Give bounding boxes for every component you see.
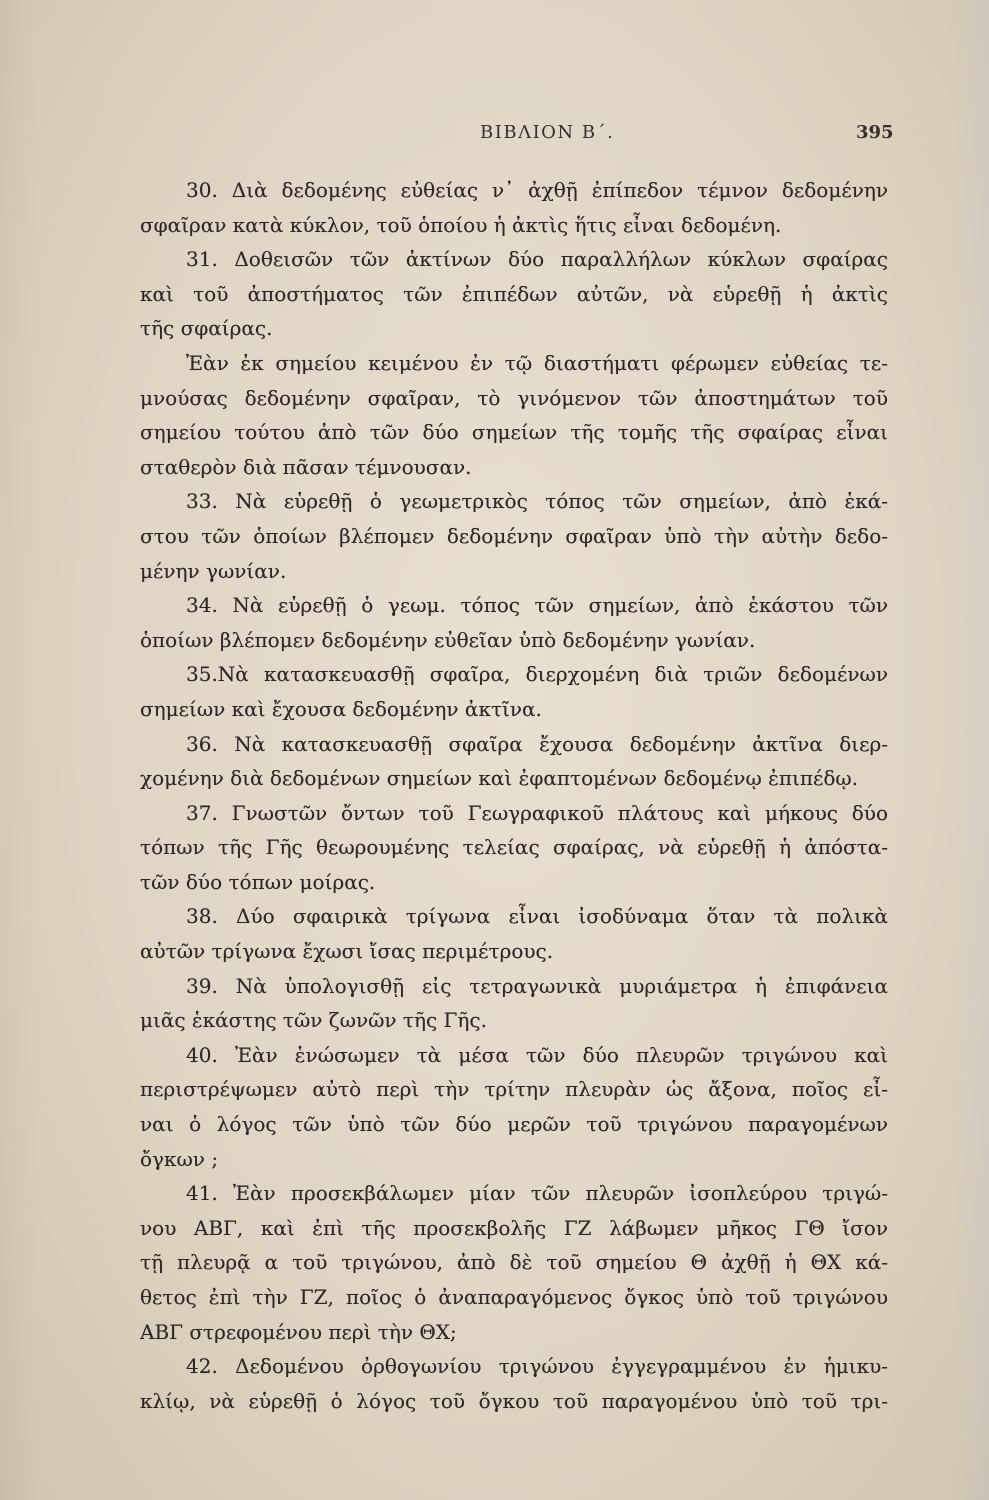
text-line: τόπων τῆς Γῆς θεωρουμένης τελείας σφαίρας, νὰ εὑρεθῇ ἡ ἀπόστα-: [140, 835, 888, 860]
exercise-31: [140, 242, 888, 346]
text-line: τῶν δύο τόπων μοίρας.: [140, 869, 376, 894]
text-line: 39. Νὰ ὑπολογισθῇ εἰς τετραγωνικὰ μυριάμετρα ἡ ἐπιφάνεια: [186, 973, 888, 998]
text-line: καὶ τοῦ ἀποστήματος τῶν ἐπιπέδων αὐτῶν, νὰ εὑρεθῇ ἡ ἀκτὶς: [140, 281, 888, 306]
exercise-34: [140, 588, 888, 657]
exercise-30: [140, 173, 888, 242]
text-line: 40. Ἐὰν ἑνώσωμεν τὰ μέσα τῶν δύο πλευρῶν τριγώνου καὶ: [186, 1042, 888, 1067]
text-line: θετος ἐπὶ τὴν ΓΖ, ποῖος ὁ ἀναπαραγόμενος ὄγκος ὑπὸ τοῦ τριγώνου: [140, 1285, 888, 1309]
exercise-32: [140, 346, 888, 484]
text-line: 38. Δύο σφαιρικὰ τρίγωνα εἶναι ἰσοδύναμα ὅταν τὰ πολικὰ: [186, 904, 888, 929]
text-line: σημείων καὶ ἔχουσα δεδομένην ἀκτῖνα.: [140, 696, 542, 721]
page-number: 395: [856, 122, 894, 143]
exercise-33: [140, 484, 888, 588]
text-line: 36. Νὰ κατασκευασθῇ σφαῖρα ἔχουσα δεδομένην ἀκτῖνα διερ-: [186, 731, 888, 756]
text-line: χομένην διὰ δεδομένων σημείων καὶ ἐφαπτομένων δεδομένῳ ἐπιπέδῳ.: [140, 766, 859, 791]
text-line: ὄγκων ;: [140, 1146, 219, 1171]
text-line: μιᾶς ἑκάστης τῶν ζωνῶν τῆς Γῆς.: [140, 1008, 487, 1033]
text-line: 30. Διὰ δεδομένης εὐθείας ν᾽ ἀχθῇ ἐπίπεδον τέμνον δεδομένην: [186, 178, 888, 202]
text-line: 34. Νὰ εὑρεθῇ ὁ γεωμ. τόπος τῶν σημείων, ἀπὸ ἑκάστου τῶν: [186, 593, 888, 618]
text-line: Ἐὰν ἐκ σημείου κειμένου ἐν τῷ διαστήματι φέρωμεν εὐθείας τε-: [186, 350, 888, 375]
text-line: μένην γωνίαν.: [140, 558, 287, 583]
text-line: μνούσας δεδομένην σφαῖραν, τὸ γινόμενον τῶν ἀποστημάτων τοῦ: [140, 385, 888, 410]
text-line: τῆς σφαίρας.: [140, 316, 273, 341]
exercise-35: [140, 657, 888, 726]
text-line: στου τῶν ὁποίων βλέπομεν δεδομένην σφαῖραν ὑπὸ τὴν αὐτὴν δεδο-: [140, 523, 888, 548]
text-line: σταθερὸν διὰ πᾶσαν τέμνουσαν.: [140, 454, 472, 479]
text-line: αὐτῶν τρίγωνα ἔχωσι ἴσας περιμέτρους.: [140, 939, 554, 964]
text-line: 41. Ἐὰν προσεκβάλωμεν μίαν τῶν πλευρῶν ἰσοπλεύρου τριγώ-: [186, 1181, 888, 1206]
exercise-38: [140, 899, 888, 968]
exercise-41: [140, 1176, 888, 1349]
text-line: 42. Δεδομένου ὀρθογωνίου τριγώνου ἐγγεγραμμένου ἐν ἡμικυ-: [186, 1354, 888, 1379]
running-head: ΒΙΒΛΙΟΝ Β΄.: [480, 122, 615, 143]
exercise-39: [140, 969, 888, 1038]
exercise-40: [140, 1038, 888, 1176]
text-block: [140, 173, 888, 1418]
text-line: ὁποίων βλέπομεν δεδομένην εὐθεῖαν ὑπὸ δεδομένην γωνίαν.: [140, 627, 756, 652]
text-line: 37. Γνωστῶν ὄντων τοῦ Γεωγραφικοῦ πλάτους καὶ μήκους δύο: [186, 800, 888, 825]
text-line: κλίῳ, νὰ εὑρεθῇ ὁ λόγος τοῦ ὄγκου τοῦ παραγομένου ὑπὸ τοῦ τρι-: [140, 1388, 888, 1413]
text-line: περιστρέψωμεν αὐτὸ περὶ τὴν τρίτην πλευρὰν ὡς ἄξονα, ποῖος εἶ-: [140, 1077, 888, 1102]
text-line: 33. Νὰ εὑρεθῇ ὁ γεωμετρικὸς τόπος τῶν σημείων, ἀπὸ ἑκά-: [186, 489, 888, 514]
text-line: σφαῖραν κατὰ κύκλον, τοῦ ὁποίου ἡ ἀκτὶς ἥτις εἶναι δεδομένη.: [140, 212, 782, 237]
text-line: σημείου τούτου ἀπὸ τῶν δύο σημείων τῆς τομῆς τῆς σφαίρας εἶναι: [140, 420, 888, 445]
text-line: 31. Δοθεισῶν τῶν ἀκτίνων δύο παραλλήλων κύκλων σφαίρας: [186, 247, 888, 272]
text-line: νου ΑΒΓ, καὶ ἐπὶ τῆς προσεκβολῆς ΓΖ λάβωμεν μῆκος ΓΘ ἴσον: [140, 1215, 888, 1240]
text-line: 35.Νὰ κατασκευασθῇ σφαῖρα, διερχομένη διὰ τριῶν δεδομένων: [186, 662, 888, 687]
text-line: τῇ πλευρᾷ α τοῦ τριγώνου, ἀπὸ δὲ τοῦ σημείου Θ ἀχθῇ ἡ ΘΧ κά-: [140, 1250, 888, 1275]
text-line: ΑΒΓ στρεφομένου περὶ τὴν ΘΧ;: [140, 1319, 457, 1344]
exercise-37: [140, 796, 888, 900]
exercise-36: [140, 727, 888, 796]
text-line: ναι ὁ λόγος τῶν ὑπὸ τῶν δύο μερῶν τοῦ τριγώνου παραγομένων: [140, 1112, 888, 1137]
exercise-42: [140, 1349, 888, 1418]
